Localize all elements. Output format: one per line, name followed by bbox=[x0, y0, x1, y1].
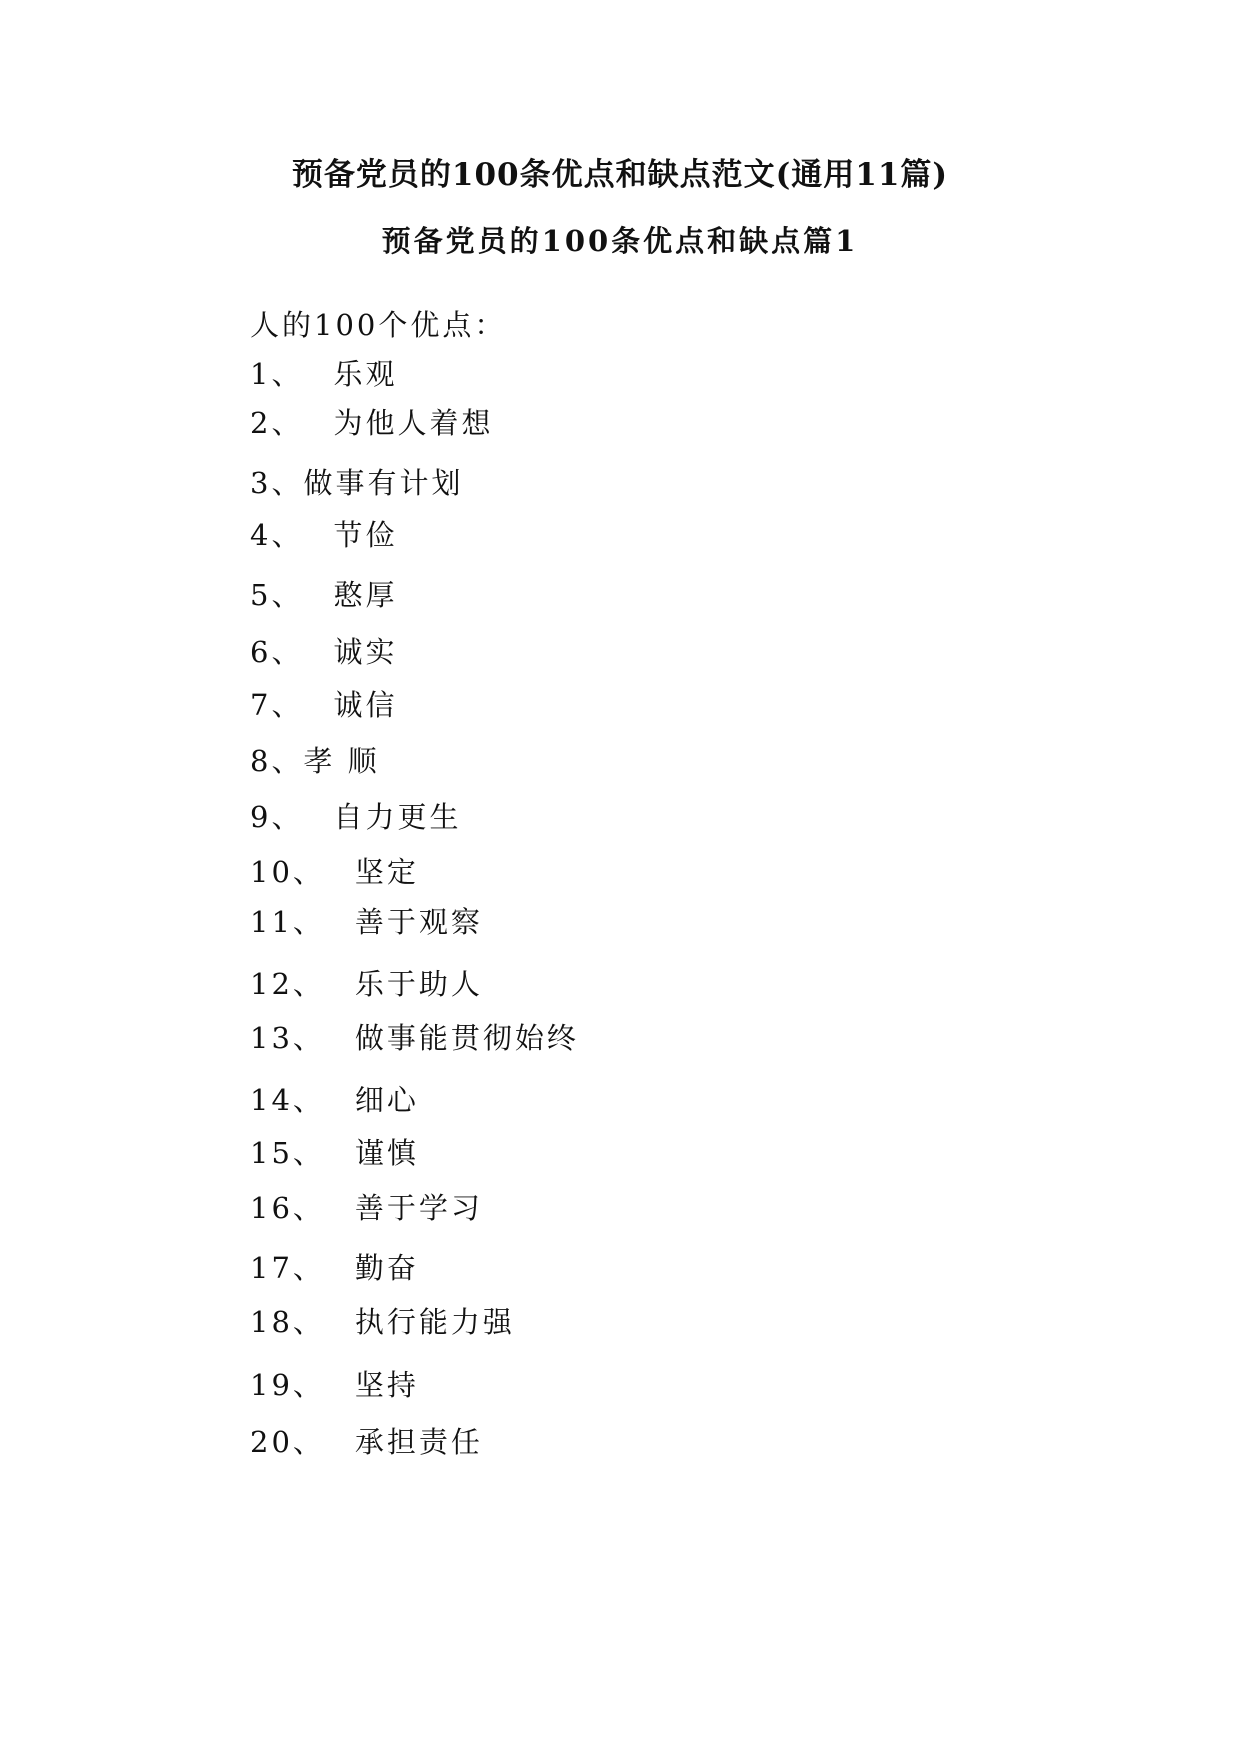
item-number: 10、 bbox=[250, 855, 325, 889]
item-number: 14、 bbox=[250, 1083, 325, 1117]
section-heading: 预备党员的100条优点和缺点篇1 bbox=[381, 224, 859, 258]
item-number: 2、 bbox=[250, 406, 304, 440]
item-text: 坚持 bbox=[354, 1368, 419, 1402]
item-text: 执行能力强 bbox=[354, 1305, 515, 1339]
item-text: 做事能贯彻始终 bbox=[354, 1021, 579, 1055]
item-number: 12、 bbox=[250, 967, 325, 1001]
list-item bbox=[250, 403, 493, 443]
item-text: 做事有计划 bbox=[303, 466, 464, 500]
item-number: 19、 bbox=[250, 1368, 325, 1402]
list-item bbox=[250, 515, 397, 555]
item-number: 9、 bbox=[250, 800, 304, 834]
list-item bbox=[250, 852, 419, 892]
item-text: 承担责任 bbox=[354, 1425, 483, 1459]
list-item bbox=[250, 632, 397, 672]
list-item bbox=[250, 1188, 483, 1228]
item-text: 乐观 bbox=[333, 357, 398, 391]
list-item bbox=[250, 463, 463, 503]
list-item bbox=[250, 354, 397, 394]
item-text: 勤奋 bbox=[354, 1251, 419, 1285]
item-number: 1、 bbox=[250, 357, 304, 391]
item-number: 20、 bbox=[250, 1425, 325, 1459]
item-number: 5、 bbox=[250, 578, 304, 612]
list-item bbox=[250, 964, 483, 1004]
list-item bbox=[250, 1422, 483, 1462]
list-item bbox=[250, 1080, 419, 1120]
item-number: 13、 bbox=[250, 1021, 325, 1055]
item-number: 7、 bbox=[250, 688, 304, 722]
item-text: 为他人着想 bbox=[333, 406, 494, 440]
item-text: 节俭 bbox=[333, 518, 398, 552]
item-text: 善于观察 bbox=[354, 905, 483, 939]
item-text: 谨慎 bbox=[354, 1136, 419, 1170]
list-item bbox=[250, 1133, 419, 1173]
item-text: 细心 bbox=[354, 1083, 419, 1117]
list-item bbox=[250, 685, 397, 725]
item-text: 孝 顺 bbox=[303, 744, 380, 778]
list-item bbox=[250, 797, 461, 837]
item-number: 15、 bbox=[250, 1136, 325, 1170]
item-number: 17、 bbox=[250, 1251, 325, 1285]
item-number: 16、 bbox=[250, 1191, 325, 1225]
intro-line: 人的100个优点： bbox=[250, 308, 507, 342]
item-text: 坚定 bbox=[354, 855, 419, 889]
document-title: 预备党员的100条优点和缺点范文(通用11篇) bbox=[291, 157, 949, 193]
item-text: 乐于助人 bbox=[354, 967, 483, 1001]
item-text: 善于学习 bbox=[354, 1191, 483, 1225]
list-item bbox=[250, 1365, 419, 1405]
item-number: 4、 bbox=[250, 518, 304, 552]
item-text: 诚实 bbox=[333, 635, 398, 669]
list-item bbox=[250, 1018, 579, 1058]
list-item bbox=[250, 902, 483, 942]
list-item bbox=[250, 741, 380, 781]
item-text: 诚信 bbox=[333, 688, 398, 722]
item-text: 憨厚 bbox=[333, 578, 398, 612]
item-number: 3、 bbox=[250, 466, 304, 500]
list-item bbox=[250, 1248, 419, 1288]
item-number: 11、 bbox=[250, 905, 325, 939]
item-text: 自力更生 bbox=[333, 800, 462, 834]
item-number: 6、 bbox=[250, 635, 304, 669]
list-item bbox=[250, 575, 397, 615]
item-number: 18、 bbox=[250, 1305, 325, 1339]
item-number: 8、 bbox=[250, 744, 304, 778]
list-item bbox=[250, 1302, 515, 1342]
